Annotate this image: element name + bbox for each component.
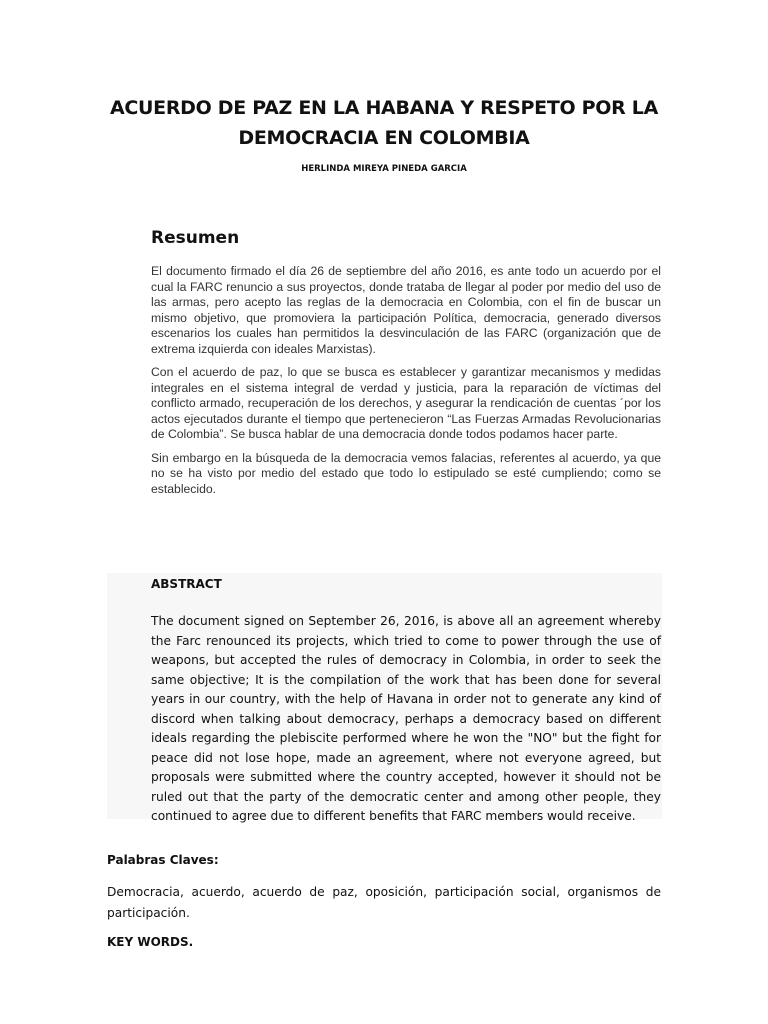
- title-line-2: DEMOCRACIA EN COLOMBIA: [238, 127, 530, 149]
- resumen-paragraph-3: Sin embargo en la búsqueda de la democracia vemos falacias, referentes al acuerdo, ya que no se ha visto por medio del estado que todo lo estipulado se esté cumpliendo; como se establecido.: [151, 450, 661, 496]
- author-name: HERLINDA MIREYA PINEDA GARCIA: [301, 164, 467, 174]
- abstract-body: The document signed on September 26, 2016, is above all an agreement whereby the Farc renounced its projects, which tried to come to power through the use of weapons, but accepted the rules of democracy in Colombia, in order to seek the same objective; It is the compilation of the work that has been done for several years in our country, with the help of Havana in order not to generate any kind of discord when talking about democracy, perhaps a democracy based on different ideals regarding the plebiscite performed where he won the "NO" but the fight for peace did not lose hope, made an agreement, where not everyone agreed, but proposals were submitted where the country accepted, however it should not be ruled out that the party of the democratic center and among other people, they continued to agree due to different benefits that FARC members would receive.: [151, 614, 661, 823]
- resumen-heading: Resumen: [151, 228, 240, 248]
- resumen-paragraph-1: El documento firmado el día 26 de septiembre del año 2016, es ante todo un acuerdo por el cual la FARC renuncio a sus proyectos, donde trataba de llegar al poder por medio del uso de las armas, pero acepto las reglas de la democracia en Colombia, con el fin de buscar un mismo objetivo, que promoviera la participación Política, democracia, generado diversos escenarios los cuales han permitidos la desvinculación de las FARC (organización que de extrema izquierda con ideales Marxistas).: [151, 264, 661, 356]
- title-line-1: ACUERDO DE PAZ EN LA HABANA Y RESPETO POR LA: [109, 97, 659, 119]
- keywords-heading-english: KEY WORDS.: [107, 935, 194, 949]
- resumen-paragraph-2: Con el acuerdo de paz, lo que se busca es establecer y garantizar mecanismos y medidas integrales en el sistema integral de verdad y justicia, para la reparación de víctimas del conflicto armado, recuperación de los derechos, y asegurar la rendicación de cuentas ´por los actos ejecutados durante el tiempo que pertenecieron “Las Fuerzas Armadas Revolucionarias de Colombia”. Se busca hablar de una democracia donde todos podamos hacer parte.: [151, 365, 661, 441]
- keywords-list: Democracia, acuerdo, acuerdo de paz, oposición, participación social, organismos de participación.: [107, 885, 661, 920]
- keywords-heading: Palabras Claves:: [107, 853, 219, 867]
- resumen-body: [151, 264, 661, 505]
- document-title: [100, 93, 668, 153]
- abstract-heading: ABSTRACT: [151, 577, 222, 591]
